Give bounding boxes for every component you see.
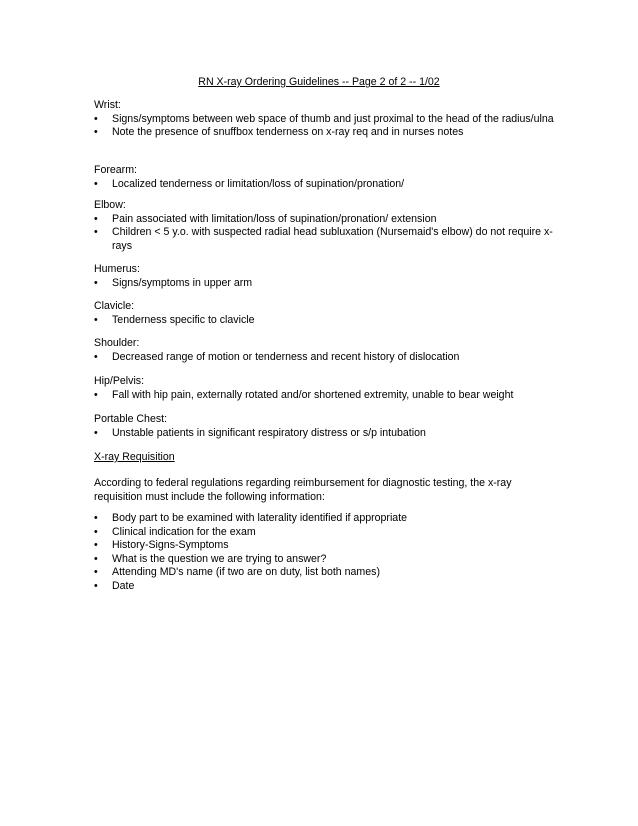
bullet-list [94,427,554,441]
list-item [94,580,554,594]
list-item-text: Note the presence of snuffbox tenderness on x-ray req and in nurses notes [112,126,464,138]
bullet-icon: • [94,177,98,190]
list-item-text: Clinical indication for the exam [112,525,256,538]
bullet-icon: • [94,525,98,538]
list-item-text: Signs/symptoms in upper arm [112,276,253,289]
list-item [94,226,554,253]
list-item-text: Pain associated with limitation/loss of supination/pronation/ extension [112,212,437,225]
list-item [94,553,554,567]
requisition-intro-block [94,477,554,504]
bullet-list [94,178,554,192]
bullet-list [94,351,554,365]
list-item [94,427,554,441]
requisition-heading: X-ray Requisition [94,451,175,463]
section-heading: Wrist: [94,99,121,111]
list-item [94,351,554,365]
list-item [94,389,554,403]
section-forearm [94,164,554,191]
section-humerus [94,263,554,290]
section-elbow [94,199,554,253]
list-item-text: Decreased range of motion or tenderness and recent history of dislocation [112,350,460,363]
list-item [94,539,554,553]
section-heading: Humerus: [94,263,140,275]
section-heading: Shoulder: [94,337,140,349]
requisition-intro: According to federal regulations regarding reimbursement for diagnostic testing, the x-ray requisition must include the following information: [94,477,512,503]
section-portable-chest [94,413,554,440]
bullet-icon: • [94,350,98,363]
section-heading: Hip/Pelvis: [94,375,145,387]
list-item [94,526,554,540]
section-heading: Forearm: [94,164,137,176]
section-shoulder [94,337,554,364]
requisition-list-block [94,512,554,593]
list-item-text: Fall with hip pain, externally rotated and/or shortened extremity, unable to bear weight [112,388,514,401]
bullet-icon: • [94,539,98,551]
bullet-icon: • [94,276,98,289]
section-heading: Elbow: [94,199,126,211]
section-heading: Portable Chest: [94,413,168,425]
bullet-list [94,277,554,291]
bullet-list [94,314,554,328]
bullet-icon: • [94,388,98,401]
list-item-text: What is the question we are trying to answer? [112,552,327,565]
list-item-text: Date [112,579,135,592]
list-item-text: Localized tenderness or limitation/loss of supination/pronation/ [112,177,405,190]
section-wrist [94,99,554,140]
list-item-text: Unstable patients in significant respiratory distress or s/p intubation [112,426,426,439]
list-item [94,277,554,291]
bullet-icon: • [94,579,98,592]
list-item-text: Attending MD's name (if two are on duty, list both names) [112,566,380,578]
list-item [94,178,554,192]
bullet-list [94,389,554,403]
list-item [94,113,554,127]
bullet-icon: • [94,512,98,524]
list-item-text: Tenderness specific to clavicle [112,313,255,326]
list-item [94,512,554,526]
list-item-text: Children < 5 y.o. with suspected radial head subluxation (Nursemaid's elbow) do not require x-rays [112,226,553,252]
list-item-text: Body part to be examined with laterality identified if appropriate [112,512,408,524]
bullet-list [94,113,554,140]
bullet-icon: • [94,226,98,238]
section-heading: Clavicle: [94,300,135,312]
bullet-icon: • [94,552,98,565]
bullet-list [94,213,554,254]
list-item [94,213,554,227]
bullet-icon: • [94,426,98,439]
list-item [94,126,554,140]
bullet-icon: • [94,212,98,225]
list-item-text: Signs/symptoms between web space of thumb and just proximal to the head of the radius/ulna [112,112,554,125]
list-item-text: History-Signs-Symptoms [112,539,229,551]
bullet-icon: • [94,126,98,138]
section-xray-requisition [94,451,554,465]
list-item [94,566,554,580]
bullet-icon: • [94,112,98,125]
bullet-icon: • [94,566,98,578]
section-clavicle [94,300,554,327]
document-title: RN X-ray Ordering Guidelines -- Page 2 of 2 -- 1/02 [198,76,440,88]
list-item [94,314,554,328]
requisition-bullet-list [94,512,554,593]
bullet-icon: • [94,313,98,326]
section-hip-pelvis [94,375,554,402]
